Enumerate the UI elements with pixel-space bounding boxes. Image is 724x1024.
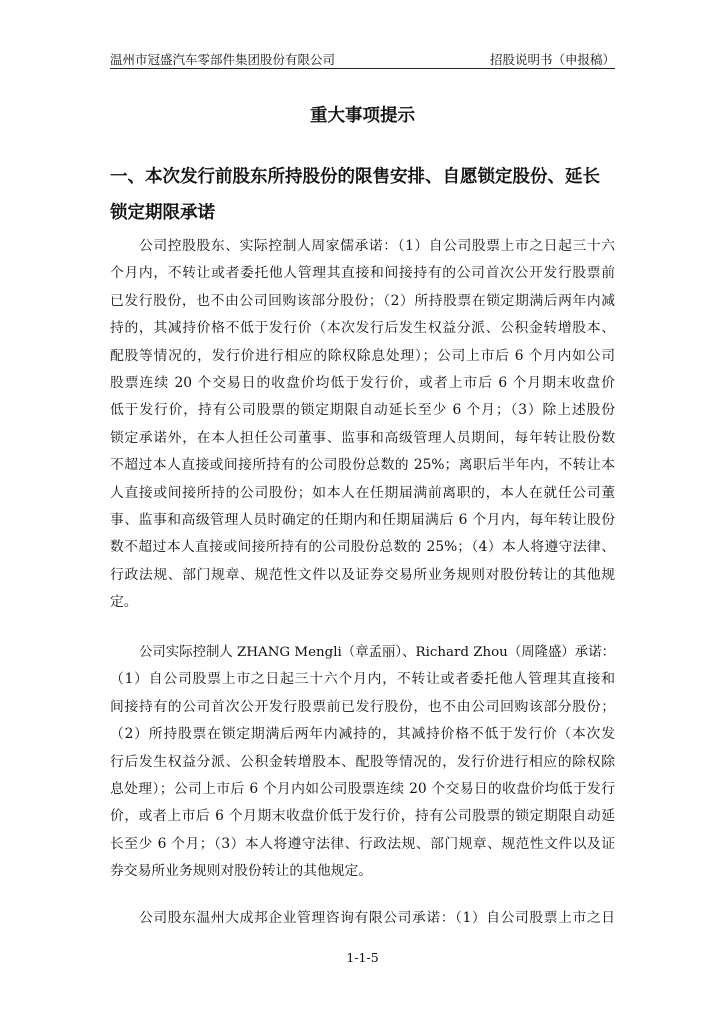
- page-title: 重大事项提示: [310, 106, 415, 126]
- paragraph-line: 公司实际控制人 ZHANG Mengli（章孟丽）、Richard Zhou（周隆盛）承诺：: [139, 645, 615, 660]
- paragraph-line: 券交易所业务规则对股份转让的其他规定。: [110, 863, 373, 880]
- section-heading: [110, 159, 615, 231]
- header-document-type: 招股说明书（申报稿）: [489, 52, 615, 67]
- paragraph-line: 持的，其减持价格不低于发行价（本次发行后发生权益分派、公积金转增股本、: [110, 320, 615, 337]
- paragraph-line: 行后发生权益分派、公积金转增股本、配股等情况的，发行价进行相应的除权除: [110, 753, 615, 770]
- paragraph-line: 已发行股份，也不由公司回购该部分股份；（2）所持股票在锁定期满后两年内减: [110, 292, 615, 309]
- paragraph-line: 事、监事和高级管理人员时确定的任期内和任期届满后 6 个月内，每年转让股份: [110, 511, 615, 528]
- paragraph-line: 间接持有的公司首次公开发行股票前已发行股份，也不由公司回购该部分股份；: [110, 698, 615, 715]
- paragraph-line: （2）所持股票在锁定期满后两年内减持的，其减持价格不低于发行价（本次发: [110, 726, 615, 743]
- header-company-name: 温州市冠盛汽车零部件集团股份有限公司: [110, 52, 336, 67]
- paragraph-line: 定。: [110, 594, 138, 611]
- paragraph-line: 人直接或间接所持的公司股份；如本人在任期届满前离职的，本人在就任公司董: [110, 484, 615, 501]
- paragraph-line: 公司控股股东、实际控制人周家儒承诺：（1）自公司股票上市之日起三十六: [139, 238, 615, 254]
- paragraph-controlling-shareholder-commitment: [110, 233, 615, 616]
- page-number: 1-1-5: [346, 950, 379, 965]
- paragraph-line: 价，或者上市后 6 个月期末收盘价低于发行价，持有公司股票的锁定期限自动延: [110, 808, 615, 825]
- paragraph-line: 个月内，不转让或者委托他人管理其直接和间接持有的公司首次公开发行股票前: [110, 265, 615, 282]
- section-heading-line: 一、本次发行前股东所持股份的限售安排、自愿锁定股份、延长: [110, 167, 600, 187]
- section-heading-line: 锁定期限承诺: [110, 203, 215, 223]
- paragraph-line: 行政法规、部门规章、规范性文件以及证券交易所业务规则对股份转让的其他规: [110, 566, 615, 583]
- paragraph-line: （1）自公司股票上市之日起三十六个月内，不转让或者委托他人管理其直接和: [110, 671, 615, 688]
- page-header: [110, 52, 615, 68]
- paragraph-line: 不超过本人直接或间接所持有的公司股份总数的 25%；离职后半年内，不转让本: [110, 457, 615, 474]
- paragraph-actual-controllers-commitment: [110, 639, 615, 886]
- paragraph-line: 锁定承诺外，在本人担任公司董事、监事和高级管理人员期间，每年转让股份数: [110, 429, 615, 446]
- paragraph-line: 公司股东温州大成邦企业管理咨询有限公司承诺：（1）自公司股票上市之日: [139, 910, 615, 926]
- paragraph-line: 低于发行价，持有公司股票的锁定期限自动延长至少 6 个月；（3）除上述股份: [110, 402, 615, 419]
- paragraph-line: 股票连续 20 个交易日的收盘价均低于发行价，或者上市后 6 个月期末收盘价: [110, 374, 615, 391]
- header-divider: [110, 68, 615, 69]
- paragraph-shareholder-dachengbang-commitment: [110, 905, 615, 932]
- paragraph-line: 配股等情况的，发行价进行相应的除权除息处理）；公司上市后 6 个月内如公司: [110, 347, 615, 364]
- paragraph-line: 长至少 6 个月；（3）本人将遵守法律、行政法规、部门规章、规范性文件以及证: [110, 835, 615, 852]
- paragraph-line: 息处理）；公司上市后 6 个月内如公司股票连续 20 个交易日的收盘价均低于发行: [110, 780, 615, 797]
- paragraph-line: 数不超过本人直接或间接所持有的公司股份总数的 25%；（4）本人将遵守法律、: [110, 539, 615, 556]
